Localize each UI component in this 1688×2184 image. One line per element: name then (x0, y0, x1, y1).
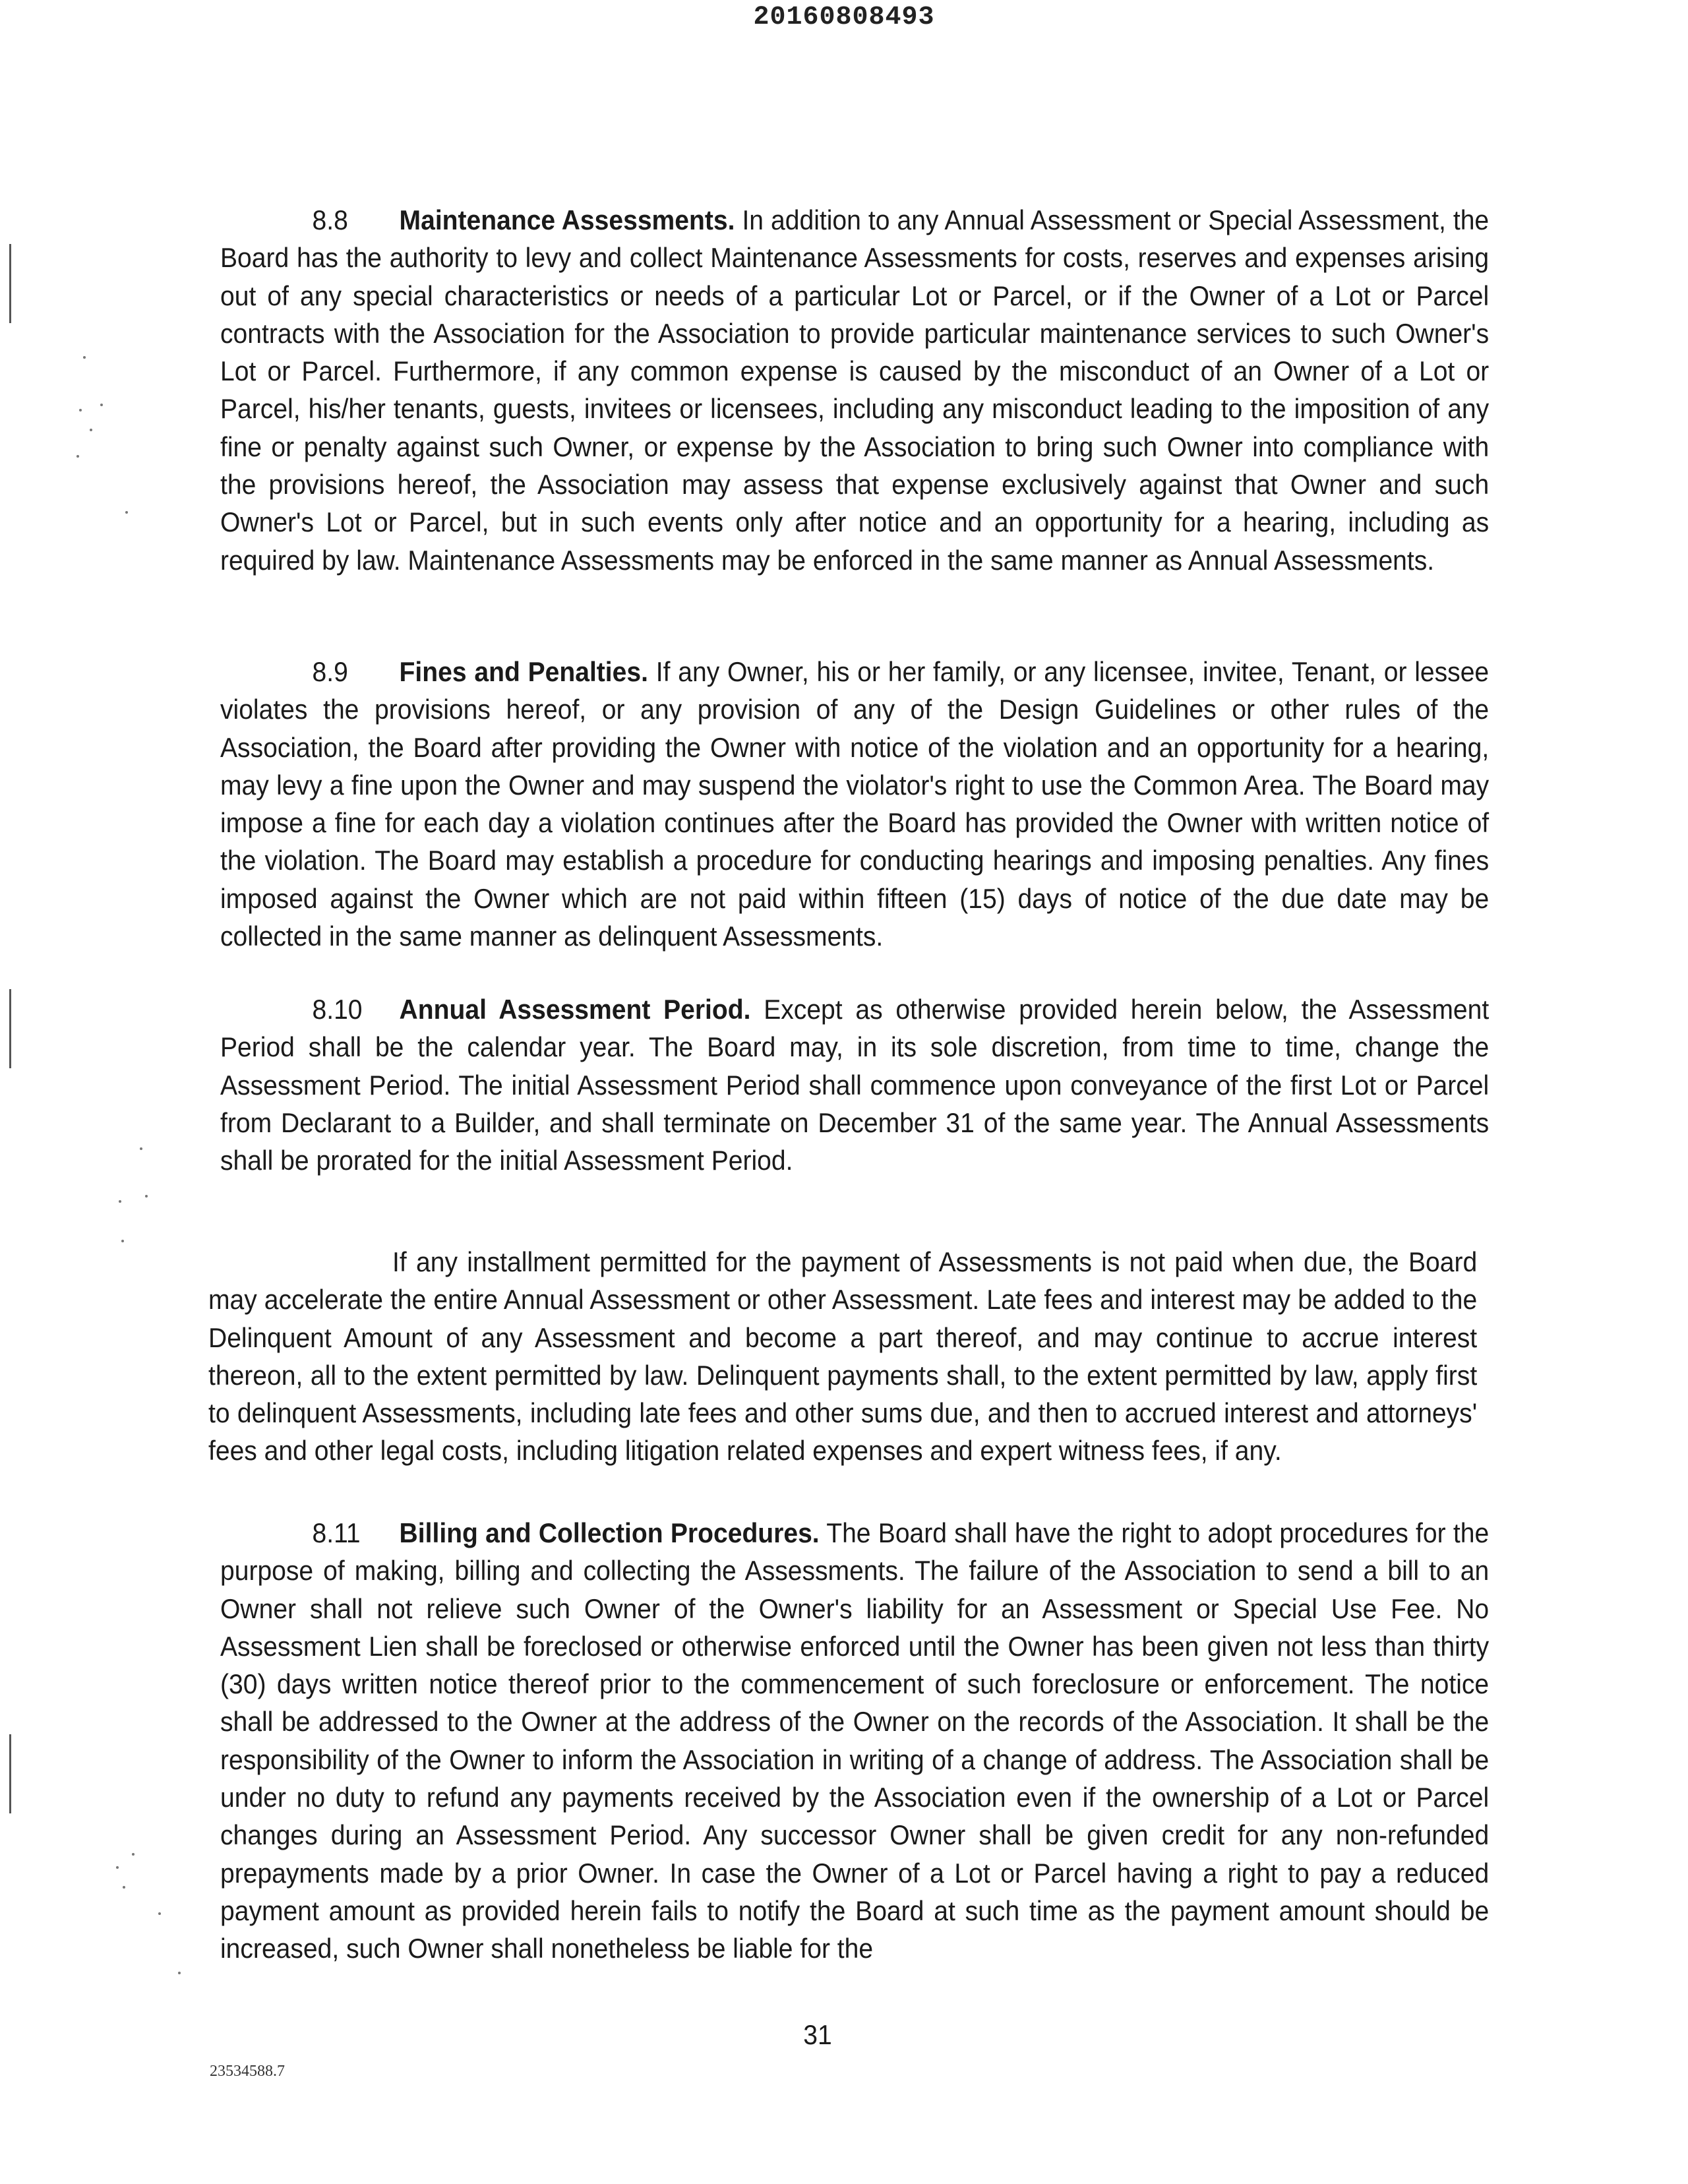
scan-speck (76, 455, 79, 458)
scan-speck (158, 1912, 161, 1915)
scan-speck (100, 404, 103, 406)
scan-mark (9, 244, 11, 323)
scan-speck (145, 1195, 148, 1198)
section-number: 8.8 (312, 204, 348, 235)
file-id: 23534588.7 (210, 2063, 285, 2080)
section-text: Except as otherwise provided herein below, the Assessment Period shall be the calendar year. The Board may, in its sole discretion, from time to time, change the Assessment Period. The initial Assessment Period shall commence upon conveyance of the first Lot or Parcel from Declarant to a Builder, and shall terminate on December 31 of the same year. The Annual Assessments shall be prorated for the initial Assessment Period. (220, 994, 1490, 1176)
section-8-9 (220, 653, 1489, 955)
section-text: If any Owner, his or her family, or any licensee, invitee, Tenant, or lessee violates the provisions hereof, or any provision of any of the Design Guidelines or other rules of the Association, the Board after providing the Owner with notice of the violation and an opportunity for a hearing, may levy a fine upon the Owner and may suspend the violator's right to use the Common Area. The Board may impose a fine for each day a violation continues after the Board has provided the Owner with written notice of the violation. The Board may establish a procedure for conducting hearings and imposing penalties. Any fines imposed against the Owner which are not paid within fifteen (15) days of notice of the due date may be collected in the same manner as delinquent Assessments. (220, 656, 1490, 952)
scan-mark (9, 989, 11, 1068)
section-number: 8.10 (312, 994, 363, 1025)
section-heading: Billing and Collection Procedures. (399, 1517, 820, 1548)
scan-speck (79, 409, 82, 411)
page-number: 31 (803, 2019, 832, 2050)
section-heading: Annual Assessment Period. (399, 994, 751, 1025)
section-8-10 (220, 990, 1489, 1179)
section-text: The Board shall have the right to adopt procedures for the purpose of making, billing and collecting the Assessments. The failure of the Association to send a bill to an Owner shall not relieve such Owner of the Owner's liability for an Assessment or Special Use Fee. No Assessment Lien shall be foreclosed or otherwise enforced until the Owner has been given not less than thirty (30) days written notice thereof prior to the commencement of such foreclosure or enforcement. The notice shall be addressed to the Owner at the address of the Owner on the records of the Association. It shall be the responsibility of the Owner to inform the Association in writing of a change of address. The Association shall be under no duty to refund any payments received by the Association even if the ownership of a Lot or Parcel changes during an Assessment Period. Any successor Owner shall be given credit for any non-refunded prepayments made by a prior Owner. In case the Owner of a Lot or Parcel having a right to pay a reduced payment amount as provided herein fails to notify the Board at such time as the payment amount should be increased, such Owner shall nonetheless be liable for the (220, 1517, 1490, 1964)
section-8-8 (220, 201, 1489, 579)
paragraph-text: If any installment permitted for the payment of Assessments is not paid when due, the Board may accelerate the entire Annual Assessment or other Assessment. Late fees and interest may be added to the Delinquent Amount of any Assessment and become a part thereof, and may continue to accrue interest thereon, all to the extent permitted by law. Delinquent payments shall, to the extent permitted by law, apply first to delinquent Assessments, including late fees and other sums due, and then to accrued interest and attorneys' fees and other legal costs, including litigation related expenses and expert witness fees, if any. (208, 1246, 1478, 1467)
document-number: 20160808493 (753, 3, 935, 32)
scan-speck (178, 1972, 181, 1974)
scan-speck (116, 1866, 119, 1869)
scan-speck (123, 1886, 125, 1889)
scan-speck (132, 1853, 135, 1856)
section-number: 8.11 (312, 1517, 361, 1548)
section-heading: Fines and Penalties. (399, 656, 648, 687)
scan-speck (140, 1147, 142, 1150)
scan-speck (125, 511, 128, 514)
scan-speck (121, 1240, 124, 1242)
scan-speck (83, 356, 86, 359)
section-text: In addition to any Annual Assessment or Special Assessment, the Board has the authority to levy and collect Maintenance Assessments for costs, reserves and expenses arising out of any special characteristics or needs of a particular Lot or Parcel, or if the Owner of a Lot or Parcel contracts with the Association for the Association to provide particular maintenance services to such Owner's Lot or Parcel. Furthermore, if any common expense is caused by the misconduct of an Owner of a Lot or Parcel, his/her tenants, guests, invitees or licensees, including any misconduct leading to the imposition of any fine or penalty against such Owner, or expense by the Association to bring such Owner into compliance with the provisions hereof, the Association may assess that expense exclusively against that Owner and such Owner's Lot or Parcel, but in such events only after notice and an opportunity for a hearing, including as required by law. Maintenance Assessments may be enforced in the same manner as Annual Assessments. (220, 204, 1490, 576)
section-number: 8.9 (312, 656, 348, 687)
scan-mark (9, 1734, 11, 1813)
section-8-10-continuation (208, 1243, 1477, 1470)
section-8-11 (220, 1514, 1489, 1968)
section-heading: Maintenance Assessments. (399, 204, 735, 235)
scan-speck (90, 429, 92, 431)
scan-speck (119, 1200, 121, 1203)
